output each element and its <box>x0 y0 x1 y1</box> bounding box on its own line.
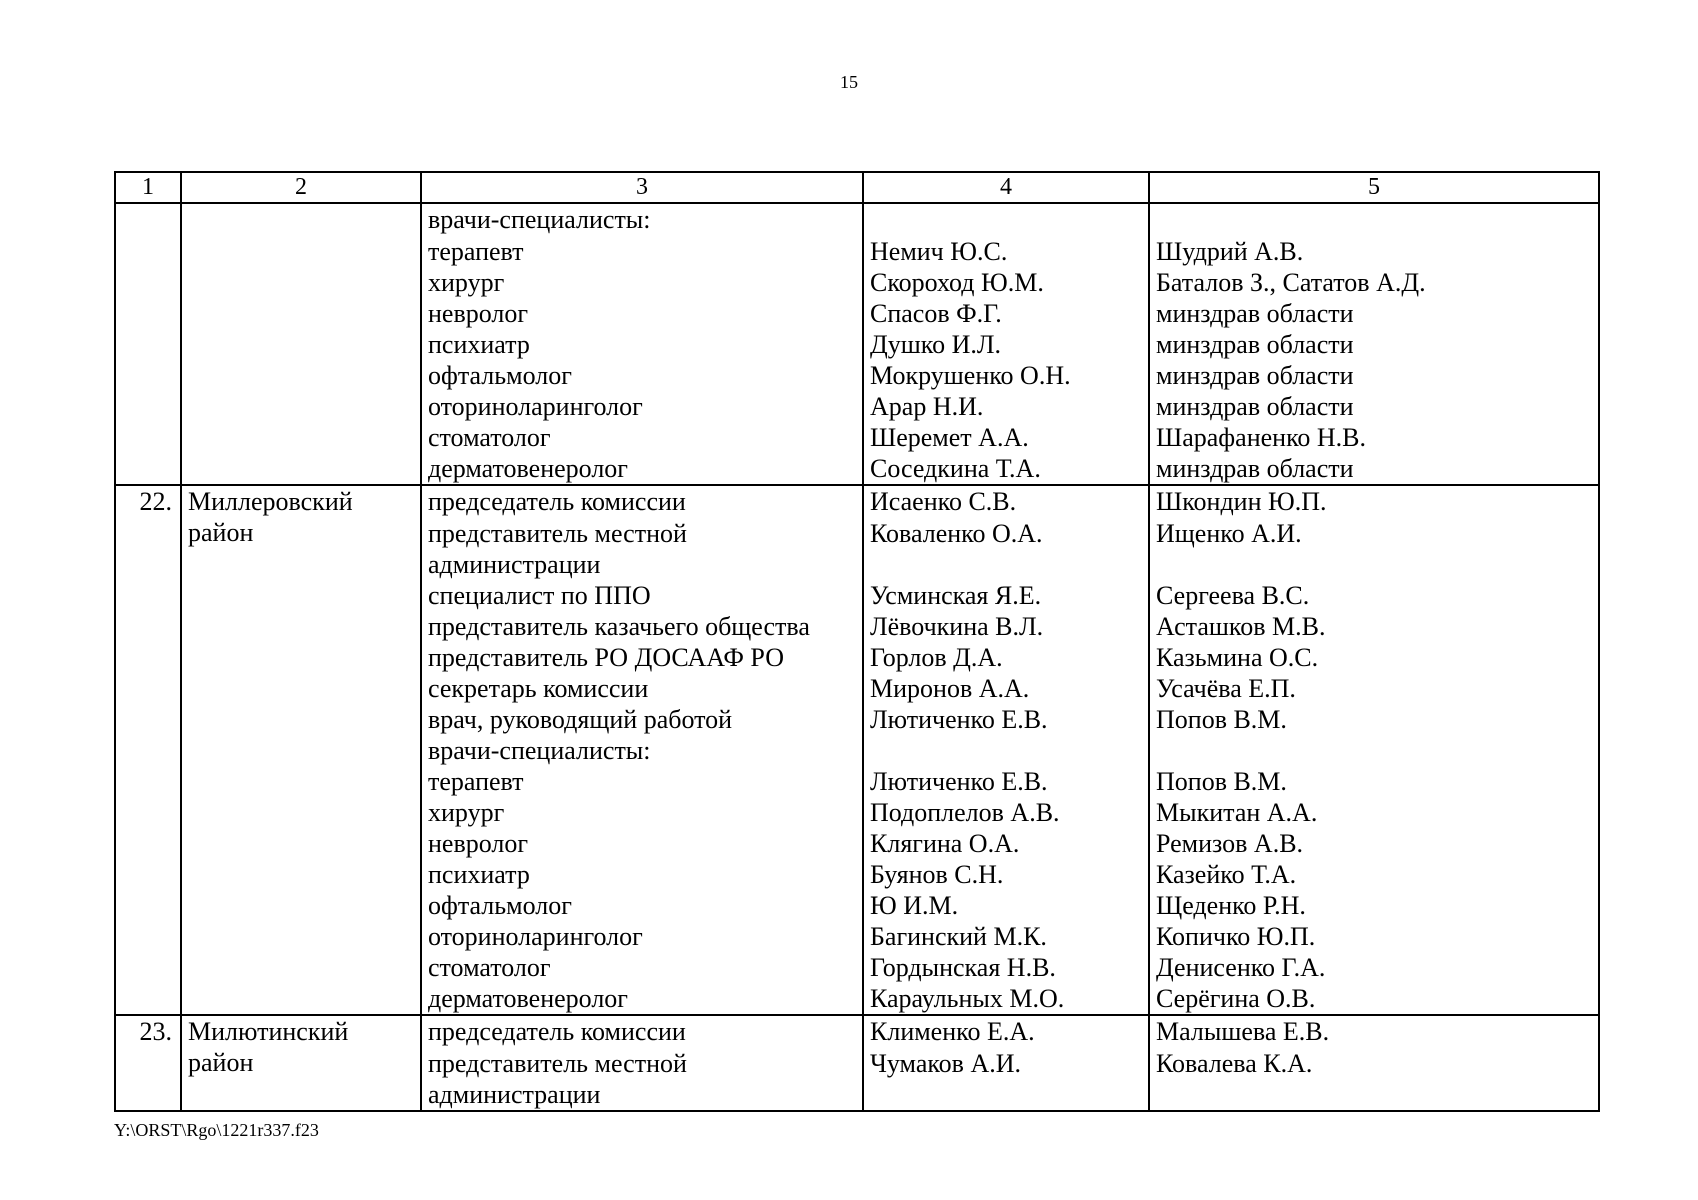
reserve-member-name: Малышева Е.В. <box>1156 1017 1330 1046</box>
member-name: Душко И.Л. <box>870 330 1001 359</box>
member-name: Лютиченко Е.В. <box>870 767 1048 796</box>
member-name: Клягина О.А. <box>870 829 1020 858</box>
reserve-member-name: Серёгина О.В. <box>1156 984 1316 1013</box>
position-label: дерматовенеролог <box>428 984 628 1013</box>
file-path-footer: Y:\ORST\Rgo\1221r337.f23 <box>114 1120 319 1140</box>
reserve-member-name: Щеденко Р.Н. <box>1156 891 1306 920</box>
column-header-4: 4 <box>863 172 1149 203</box>
position-label: стоматолог <box>428 423 551 452</box>
reserve-member-name: Шарафаненко Н.В. <box>1156 423 1366 452</box>
member-name: Ю И.М. <box>870 891 959 920</box>
district-name <box>181 203 421 485</box>
reserve-member-name <box>1156 204 1598 236</box>
position-label: администрации <box>428 550 601 579</box>
table-row <box>115 203 1599 485</box>
table-row <box>115 485 1599 1015</box>
member-name: Клименко Е.А. <box>870 1017 1035 1046</box>
district-name: Миллеровский район <box>181 485 421 1015</box>
member-name: Соседкина Т.А. <box>870 454 1041 483</box>
reserve-member-name: Казейко Т.А. <box>1156 860 1297 889</box>
commission-table <box>114 171 1600 1112</box>
position-label: секретарь комиссии <box>428 674 649 703</box>
reserve-member-name: Казьмина О.С. <box>1156 643 1319 672</box>
member-name: Исаенко С.В. <box>870 487 1017 516</box>
position-label: врач, руководящий работой <box>428 705 733 734</box>
position-label: терапевт <box>428 237 524 266</box>
member-cell <box>863 485 1149 1015</box>
member-name: Коваленко О.А. <box>870 519 1043 548</box>
reserve-member-name: минздрав области <box>1156 361 1354 390</box>
reserve-member-name: Ищенко А.И. <box>1156 519 1302 548</box>
reserve-member-name: минздрав области <box>1156 392 1354 421</box>
position-label: офтальмолог <box>428 891 572 920</box>
position-label: представитель РО ДОСААФ РО <box>428 643 784 672</box>
member-cell <box>863 1015 1149 1111</box>
reserve-member-name: Мыкитан А.А. <box>1156 798 1318 827</box>
position-label: врачи-специалисты: <box>428 205 651 234</box>
reserve-member-name: минздрав области <box>1156 299 1354 328</box>
member-name: Арар Н.И. <box>870 392 984 421</box>
member-name: Скороход Ю.М. <box>870 268 1044 297</box>
member-name <box>870 735 1148 766</box>
position-label: оториноларинголог <box>428 922 643 951</box>
position-cell <box>421 1015 863 1111</box>
member-name: Подоплелов А.В. <box>870 798 1060 827</box>
position-label: председатель комиссии <box>428 487 686 516</box>
member-name: Лёвочкина В.Л. <box>870 612 1044 641</box>
member-name: Немич Ю.С. <box>870 237 1008 266</box>
reserve-member-name: Попов В.М. <box>1156 767 1287 796</box>
row-number: 22. <box>115 485 181 1015</box>
reserve-member-name: Ковалева К.А. <box>1156 1049 1313 1078</box>
reserve-member-name: Попов В.М. <box>1156 705 1287 734</box>
member-name: Шеремет А.А. <box>870 423 1029 452</box>
position-label: психиатр <box>428 860 530 889</box>
member-name <box>870 549 1148 580</box>
position-label: администрации <box>428 1080 601 1109</box>
member-name: Усминская Я.Е. <box>870 581 1042 610</box>
member-name <box>870 204 1148 236</box>
member-name: Багинский М.К. <box>870 922 1047 951</box>
reserve-member-name: Шкондин Ю.П. <box>1156 487 1327 516</box>
member-cell <box>863 203 1149 485</box>
member-name: Миронов А.А. <box>870 674 1030 703</box>
position-label: представитель местной <box>428 519 687 548</box>
reserve-member-name: минздрав области <box>1156 330 1354 359</box>
member-name: Мокрушенко О.Н. <box>870 361 1071 390</box>
position-label: хирург <box>428 798 505 827</box>
reserve-member-cell <box>1149 203 1599 485</box>
member-name: Караульных М.О. <box>870 984 1065 1013</box>
reserve-member-name: Шудрий А.В. <box>1156 237 1304 266</box>
position-cell <box>421 203 863 485</box>
position-label: стоматолог <box>428 953 551 982</box>
row-number <box>115 203 181 485</box>
position-label: специалист по ППО <box>428 581 651 610</box>
member-name: Спасов Ф.Г. <box>870 299 1002 328</box>
position-label: врачи-специалисты: <box>428 736 651 765</box>
position-label: психиатр <box>428 330 530 359</box>
position-label: оториноларинголог <box>428 392 643 421</box>
reserve-member-name: Копичко Ю.П. <box>1156 922 1316 951</box>
reserve-member-name: Сергеева В.С. <box>1156 581 1310 610</box>
reserve-member-name: минздрав области <box>1156 454 1354 483</box>
member-name: Чумаков А.И. <box>870 1049 1022 1078</box>
reserve-member-cell <box>1149 485 1599 1015</box>
position-label: невролог <box>428 299 529 328</box>
position-label: дерматовенеролог <box>428 454 628 483</box>
reserve-member-name <box>1156 735 1598 766</box>
reserve-member-name <box>1156 549 1598 580</box>
position-label: офтальмолог <box>428 361 572 390</box>
header-row <box>115 172 1599 203</box>
district-name: Милютинский район <box>181 1015 421 1111</box>
reserve-member-cell <box>1149 1015 1599 1111</box>
reserve-member-name: Асташков М.В. <box>1156 612 1326 641</box>
reserve-member-name: Ремизов А.В. <box>1156 829 1304 858</box>
column-header-2: 2 <box>181 172 421 203</box>
reserve-member-name: Баталов З., Сататов А.Д. <box>1156 268 1426 297</box>
reserve-member-name <box>1156 1079 1598 1110</box>
table-row <box>115 1015 1599 1111</box>
position-label: представитель местной <box>428 1049 687 1078</box>
column-header-1: 1 <box>115 172 181 203</box>
position-cell <box>421 485 863 1015</box>
reserve-member-name: Денисенко Г.А. <box>1156 953 1326 982</box>
row-number: 23. <box>115 1015 181 1111</box>
member-name: Гордынская Н.В. <box>870 953 1056 982</box>
position-label: невролог <box>428 829 529 858</box>
page-number: 15 <box>840 72 858 92</box>
member-name: Горлов Д.А. <box>870 643 1003 672</box>
member-name <box>870 1079 1148 1110</box>
reserve-member-name: Усачёва Е.П. <box>1156 674 1296 703</box>
column-header-3: 3 <box>421 172 863 203</box>
member-name: Буянов С.Н. <box>870 860 1004 889</box>
member-name: Лютиченко Е.В. <box>870 705 1048 734</box>
position-label: председатель комиссии <box>428 1017 686 1046</box>
position-label: хирург <box>428 268 505 297</box>
position-label: представитель казачьего общества <box>428 612 810 641</box>
position-label: терапевт <box>428 767 524 796</box>
column-header-5: 5 <box>1149 172 1599 203</box>
